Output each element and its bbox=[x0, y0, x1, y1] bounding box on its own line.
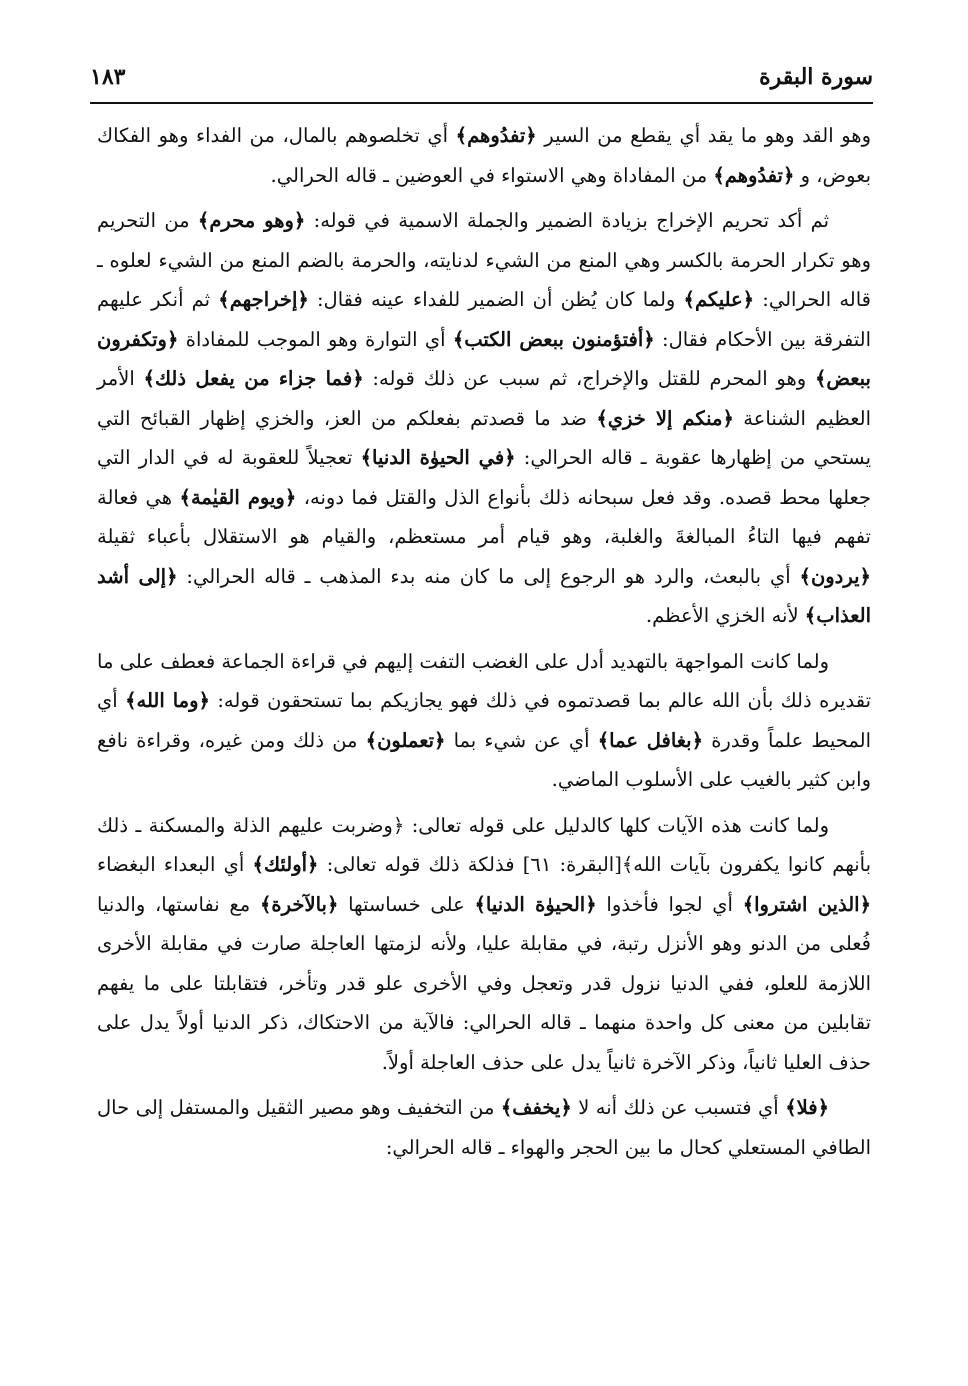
text-run: أي عن شيء بما bbox=[445, 728, 598, 752]
quran-quote: ﴿وما الله﴾ bbox=[125, 689, 210, 712]
quran-quote: ﴿في الحيوٰة الدنيا﴾ bbox=[360, 446, 516, 469]
paragraph bbox=[97, 201, 871, 636]
quran-quote: ﴿إخراجهم﴾ bbox=[218, 288, 309, 311]
quran-quote: ﴿فما جزاء من يفعل ذلك﴾ bbox=[143, 367, 364, 390]
paragraph bbox=[97, 806, 871, 1083]
text-run: ولما كانت هذه الآيات كلها كالدليل على قوله تعالى: ﴿وضربت عليهم الذلة والمسكنة ـ ذلك بأنهم كانوا يكفرون بآيات الله﴾[البقرة: ٦١] فذلكة ذلك قوله تعالى: bbox=[97, 813, 872, 876]
text-run: من المفاداة وهي الاستواء في العوضين ـ قاله الحرالي. bbox=[270, 163, 714, 187]
text-run: لأنه الخزي الأعظم. bbox=[645, 604, 805, 627]
text-run: ثم أنكر عليهم التفرقة بين الأحكام فقال: bbox=[97, 288, 871, 351]
quran-quote: ﴿تفدُوهم﴾ bbox=[713, 163, 795, 187]
text-run: ولما كان يُظن أن الضمير للفداء عينه فقال: bbox=[308, 288, 684, 311]
quran-quote: ﴿يخفف﴾ bbox=[500, 1096, 572, 1119]
text-run: ثم أكد تحريم الإخراج بزيادة الضمير والجملة الاسمية في قوله: bbox=[305, 209, 829, 232]
page-header bbox=[90, 62, 873, 92]
quran-quote: ﴿فلا﴾ bbox=[785, 1096, 829, 1119]
surah-title: سورة البقرة bbox=[759, 64, 873, 90]
quran-quote: ﴿منكم إلا خزي﴾ bbox=[596, 406, 734, 430]
page-body bbox=[97, 116, 871, 1173]
quran-quote: ﴿الحيوٰة الدنيا﴾ bbox=[474, 892, 597, 916]
text-run: أي المحيط علماً وقدرة bbox=[97, 689, 872, 752]
quran-quote: ﴿وتكفرون ببعض﴾ bbox=[97, 327, 871, 390]
text-run: من التحريم وهو تكرار الحرمة بالكسر وهي المنع من الشيء لدنايته، والحرمة بالضم المنع من الشيء لعلوه ـ قاله الحرالي: bbox=[97, 209, 871, 311]
quran-quote: ﴿يردون﴾ bbox=[799, 564, 871, 588]
text-run: أي فتسبب عن ذلك أنه لا bbox=[571, 1096, 786, 1119]
quran-quote: ﴿الذين اشتروا﴾ bbox=[742, 892, 872, 916]
header-divider bbox=[90, 102, 873, 104]
text-run: تعجيلاً للعقوبة له في الدار التي جعلها محط قصده. وقد فعل سبحانه ذلك بأنواع الذل والقتل فما دونه، bbox=[97, 446, 872, 509]
text-run: الأمر العظيم الشناعة bbox=[97, 367, 871, 430]
quran-quote: ﴿تفدُوهم﴾ bbox=[455, 124, 537, 147]
text-run: وهو المحرم للقتل والإخراج، ثم سبب عن ذلك قوله: bbox=[363, 367, 815, 390]
text-run: من التخفيف وهو مصير الثقيل والمستفل إلى حال الطافي المستعلي كحال ما بين الحجر والهواء ـ قاله الحرالي: bbox=[97, 1096, 871, 1159]
quran-quote: ﴿تعملون﴾ bbox=[365, 728, 446, 752]
text-run: أي البعداء البغضاء bbox=[97, 853, 253, 876]
quran-quote: ﴿إلى أشد العذاب﴾ bbox=[97, 564, 871, 627]
text-run: أي بالبعث، والرد هو الرجوع إلى ما كان منه بدء المذهب ـ قاله الحرالي: bbox=[177, 564, 800, 588]
text-run: مع نفاستها، والدنيا فُعلى من الدنو وهو الأنزل رتبة، في مقابلة عليا، ولأنه لزمتها العاجلة صارت في مقابلة الأخرى اللازمة للعلو، ففي الدنيا نزول قدر وتعجل وفي الأخرى علو قدر وتأخر، فتقابلتا على ما يفهم تقابلين من معنى كل واحدة منهما ـ قاله الحرالي: فالآية من الاحتكاك، ذكر الدنيا أولاً يدل على حذف العليا ثانياً، وذكر الآخرة ثانياً يدل على حذف العاجلة أولاً. bbox=[97, 892, 871, 1074]
text-run: هي فعالة تفهم فيها التاءُ المبالغةَ والغلبة، وهو قيام أمر مستعظم، والقيام هو الاستقلال بأعباء ثقيلة bbox=[97, 485, 871, 548]
quran-quote: ﴿أفتؤمنون ببعض الكتب﴾ bbox=[452, 327, 655, 351]
text-run: وهو القد وهو ما يقد أي يقطع من السير bbox=[536, 124, 872, 147]
quran-quote: ﴿عليكم﴾ bbox=[683, 288, 755, 311]
quran-quote: ﴿بغافل عما﴾ bbox=[597, 728, 704, 752]
text-run: أي لجوا فأخذوا bbox=[596, 892, 743, 916]
paragraph bbox=[97, 1088, 871, 1167]
text-run: ضد ما قصدتم بفعلكم من العز، والخزي إظهار القبائح التي يستحي من إظهارها عقوبة ـ قاله الحرالي: bbox=[97, 406, 871, 469]
text-run: على خساستها bbox=[338, 892, 475, 916]
paragraph bbox=[97, 642, 871, 800]
quran-quote: ﴿أولئك﴾ bbox=[252, 853, 319, 876]
text-run: أي تخلصوهم بالمال، من الفداء وهو الفكاك بعوض، و bbox=[97, 124, 871, 187]
paragraph bbox=[97, 116, 871, 195]
page-number: ١٨٣ bbox=[90, 64, 126, 90]
text-run: أي التوارة وهو الموجب للمفاداة bbox=[178, 327, 453, 351]
text-run: من ذلك ومن غيره، وقراءة نافع وابن كثير بالغيب على الأسلوب الماضي. bbox=[97, 728, 871, 791]
text-run: ولما كانت المواجهة بالتهديد أدل على الغضب التفت إليهم في قراءة الجماعة فعطف على ما تقديره ذلك بأن الله عالم بما قصدتموه في ذلك فهو يجازيكم بما تستحقون قوله: bbox=[97, 649, 871, 712]
quran-quote: ﴿وهو محرم﴾ bbox=[197, 209, 306, 232]
quran-quote: ﴿ويوم القيٰمة﴾ bbox=[179, 485, 297, 509]
quran-quote: ﴿بالآخرة﴾ bbox=[260, 892, 339, 916]
